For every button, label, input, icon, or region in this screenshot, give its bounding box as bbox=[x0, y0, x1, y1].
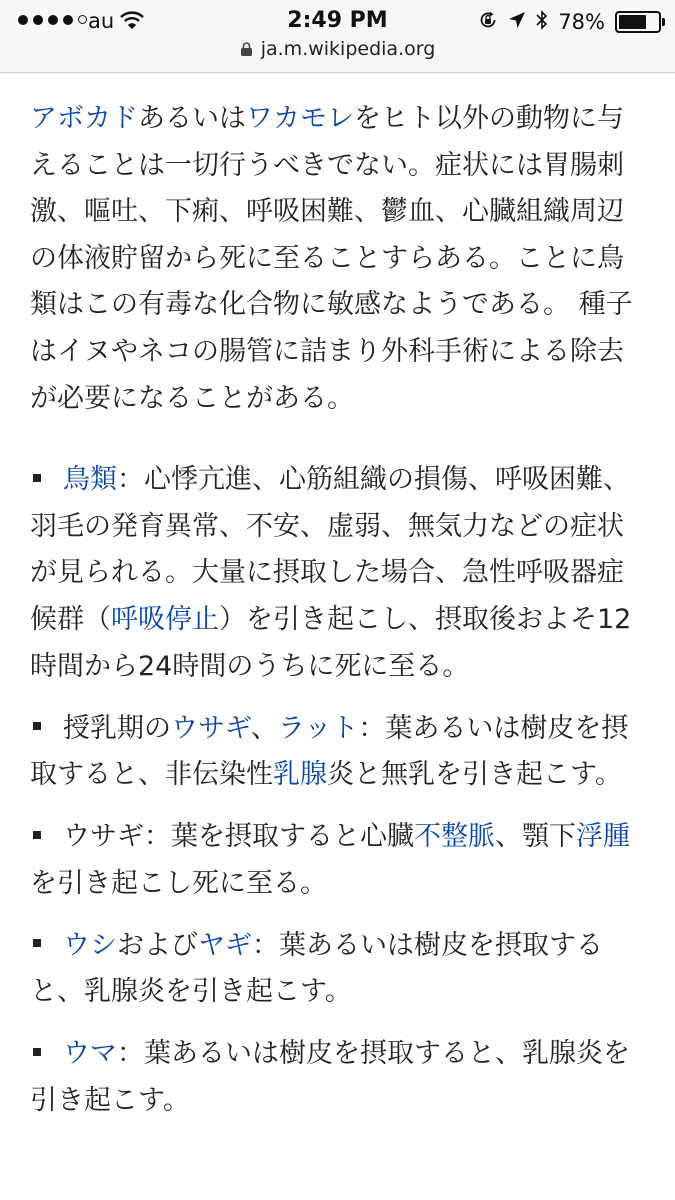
carrier-name: au bbox=[88, 9, 115, 33]
body-text: 炎と無乳を引き起こす。 bbox=[327, 759, 622, 791]
bullet-icon bbox=[33, 722, 41, 730]
article-link[interactable]: ウシ bbox=[63, 929, 117, 961]
rotation-lock-icon bbox=[478, 10, 498, 34]
body-text: ：葉あるいは樹皮を摂取すると、非伝染性 bbox=[30, 712, 629, 791]
body-text: ウサギ：葉を摂取すると心臓 bbox=[63, 821, 414, 853]
bullet-icon bbox=[33, 831, 41, 839]
list-item bbox=[30, 706, 650, 799]
url-text: ja.m.wikipedia.org bbox=[260, 38, 436, 60]
article-link[interactable]: ヤギ bbox=[198, 929, 252, 961]
article-link[interactable]: 乳腺 bbox=[273, 759, 327, 791]
article-link[interactable]: 不整脈 bbox=[414, 821, 495, 853]
clock: 2:49 PM bbox=[287, 8, 388, 33]
list-item bbox=[30, 1031, 650, 1124]
article-link[interactable]: ウサギ bbox=[171, 712, 251, 744]
body-text: あるいは bbox=[138, 103, 246, 134]
battery-percent: 78% bbox=[558, 10, 605, 34]
bluetooth-icon bbox=[536, 10, 548, 34]
address-bar[interactable] bbox=[0, 38, 675, 62]
body-text: ：葉あるいは樹皮を摂取すると、乳腺炎を引き起こす。 bbox=[30, 1038, 630, 1116]
bullet-icon bbox=[33, 474, 41, 482]
bullet-icon bbox=[33, 939, 41, 947]
body-text: 、顎下 bbox=[495, 821, 576, 853]
body-text: および bbox=[117, 929, 198, 961]
status-bar bbox=[0, 0, 675, 73]
body-text: 授乳期の bbox=[63, 712, 171, 744]
article-link[interactable]: アボカド bbox=[30, 103, 138, 134]
article-link[interactable]: ラット bbox=[277, 712, 359, 744]
body-text: を引き起こし死に至る。 bbox=[30, 867, 327, 899]
list-item bbox=[30, 814, 650, 907]
body-text: ：葉あるいは樹皮を摂取すると、乳腺炎を引き起こす。 bbox=[30, 929, 603, 1008]
list-item bbox=[30, 923, 650, 1016]
article-link[interactable]: 浮腫 bbox=[576, 821, 630, 853]
article-link[interactable]: 鳥類 bbox=[63, 464, 117, 496]
body-text: ：心悸亢進、心筋組織の損傷、呼吸困難、羽毛の発育異常、不安、虚弱、無気力などの症状が見られる。大量に摂取した場合、急性呼吸器症候群（ bbox=[30, 464, 630, 635]
body-text: をヒト以外の動物に与えることは一切行うべきでない。症状には胃腸刺激、嘔吐、下痢、呼吸困難、鬱血、心臓組織周辺の体液貯留から死に至ることすらある。ことに鳥類はこの有毒な化合物に敏感なようである。 種子はイヌやネコの腸管に詰まり外科手術による除去が必要になることがある。 bbox=[30, 103, 633, 414]
article-link[interactable]: ワカモレ bbox=[246, 103, 354, 134]
article-link[interactable]: ウマ bbox=[63, 1038, 117, 1070]
bullet-icon bbox=[33, 1048, 41, 1056]
battery-icon bbox=[615, 11, 661, 33]
body-text: 、 bbox=[250, 712, 278, 744]
location-arrow-icon bbox=[508, 11, 526, 33]
symptom-list bbox=[30, 457, 650, 1124]
article-content bbox=[30, 96, 650, 1140]
lock-icon bbox=[240, 40, 253, 62]
article-link[interactable]: 呼吸停止 bbox=[111, 603, 219, 635]
article-paragraph bbox=[30, 96, 650, 422]
body-text: ）を引き起こし、摂取後およそ12時間から24時間のうちに死に至る。 bbox=[30, 603, 632, 682]
list-item bbox=[30, 457, 650, 690]
